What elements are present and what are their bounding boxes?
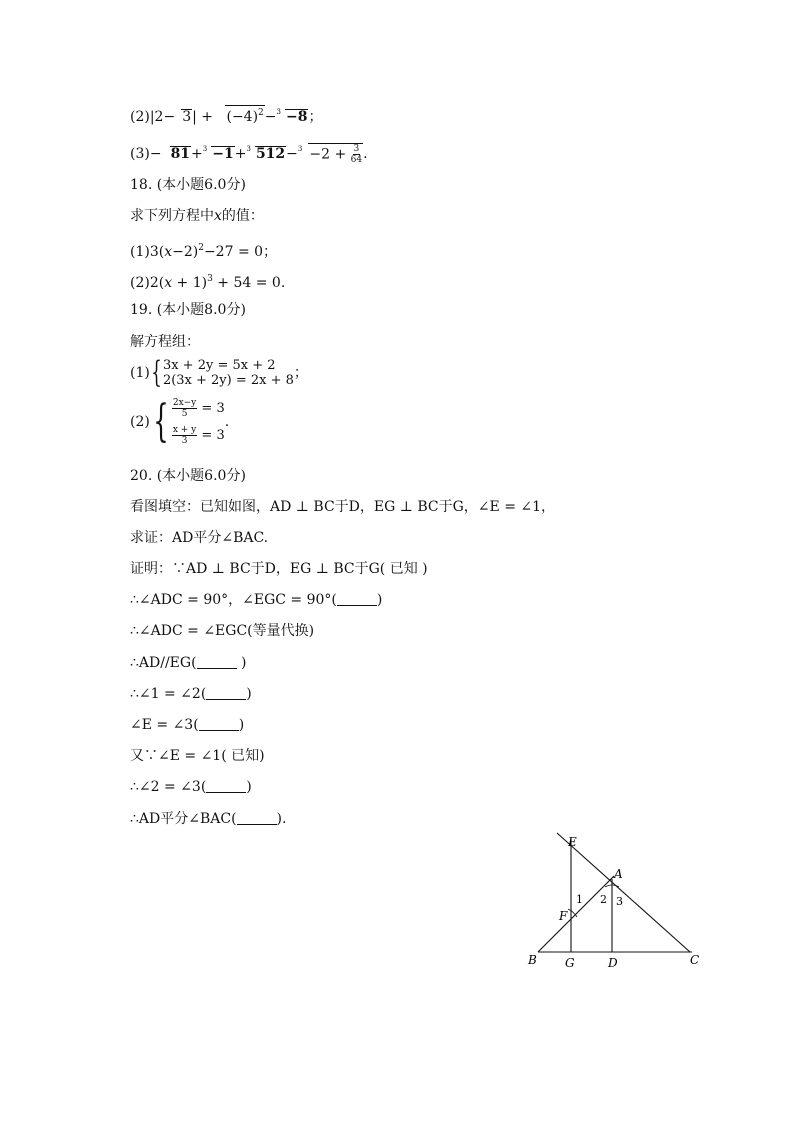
label-g: G — [565, 956, 575, 970]
q20-given: 看图填空：已知如图，AD ⊥ BC于D，EG ⊥ BC于G，∠E = ∠1， — [130, 499, 556, 515]
fraction-3-64: $\frac{3}{64}$ — [350, 143, 363, 165]
label-f: F — [559, 909, 568, 923]
left-brace: { — [153, 396, 169, 447]
q18-header: 18. (本小题6.0分) — [130, 177, 246, 193]
proof-line: ∴∠ADC = ∠EGC(等量代换) — [130, 623, 315, 639]
q20-prove: 求证：AD平分∠BAC. — [130, 530, 269, 546]
proof-line: ∴∠1 = ∠2( ) — [130, 686, 252, 702]
q19-intro: 解方程组： — [130, 334, 200, 350]
proof-line: ∴AD//EG( ) — [130, 655, 247, 671]
q19-part1 — [130, 355, 308, 390]
label-angle-2: 2 — [600, 893, 607, 906]
sqrt-3: 3 — [182, 109, 192, 125]
label-b: B — [528, 953, 537, 967]
angle-arc-1 — [568, 909, 577, 917]
label-angle-3: 3 — [616, 895, 623, 908]
q17-part2: $(2)|2- 3| + (-4)^2-^3 -8$； — [130, 103, 322, 126]
q17-part3: (3)− 81+$^3$ −1+$^3$ 512−$^3$ −2 + $\frac{3}{64}$ . — [130, 143, 368, 165]
geometry-figure — [520, 825, 705, 970]
q19-header: 19. (本小题8.0分) — [130, 302, 246, 318]
left-brace: { — [151, 355, 162, 390]
equation-system-2: (2) { $\frac{2x-y}{5}$ = 3 $\frac{x + y}{3}$ = 3 . — [130, 396, 230, 447]
answer-blank[interactable] — [206, 779, 246, 793]
cbrt-neg8: −8 — [285, 109, 308, 125]
proof-line: 又∵∠E = ∠1( 已知) — [130, 748, 265, 764]
label-e: E — [568, 835, 577, 849]
q18-part1: $(1)3(x-2)^2-27 = 0$； — [130, 243, 278, 260]
line-b-a — [538, 876, 614, 952]
answer-blank[interactable] — [197, 655, 237, 669]
q19-part2 — [130, 398, 229, 446]
proof-line: ∴AD平分∠BAC( ). — [130, 811, 287, 827]
label-angle-1: 1 — [576, 893, 583, 906]
answer-blank[interactable] — [199, 717, 239, 731]
sqrt-neg4-squared: $(-4)^2$ — [225, 105, 264, 125]
cbrt-512: 512 — [255, 146, 286, 162]
q18-part2: $(2)2(x + 1)^3 + 54 = 0$. — [130, 274, 286, 291]
label-d: D — [608, 956, 618, 970]
proof-line: ∴∠2 = ∠3( ) — [130, 779, 252, 795]
answer-blank[interactable] — [337, 592, 377, 606]
q20-header: 20. (本小题6.0分) — [130, 468, 246, 484]
answer-blank[interactable] — [237, 811, 277, 825]
proof-line: 证明：∵AD ⊥ BC于D，EG ⊥ BC于G( 已知 ) — [130, 561, 428, 577]
cbrt-fraction: −2 + $\frac{3}{64}$ — [309, 143, 363, 165]
q18-intro: 求下列方程中x的值： — [130, 208, 264, 224]
sqrt-81: 81 — [170, 146, 191, 162]
label-a: A — [614, 867, 623, 881]
label-c: C — [690, 953, 700, 967]
proof-line: ∴∠ADC = 90°，∠EGC = 90°( ) — [130, 592, 383, 608]
equation-system-1: (1) { 3x + 2y = 5x + 2 2(3x + 2y) = 2x + 8 ； — [130, 355, 308, 390]
cbrt-neg1: −1 — [212, 146, 234, 162]
proof-line: ∠E = ∠3( ) — [130, 717, 245, 733]
answer-blank[interactable] — [206, 686, 246, 700]
